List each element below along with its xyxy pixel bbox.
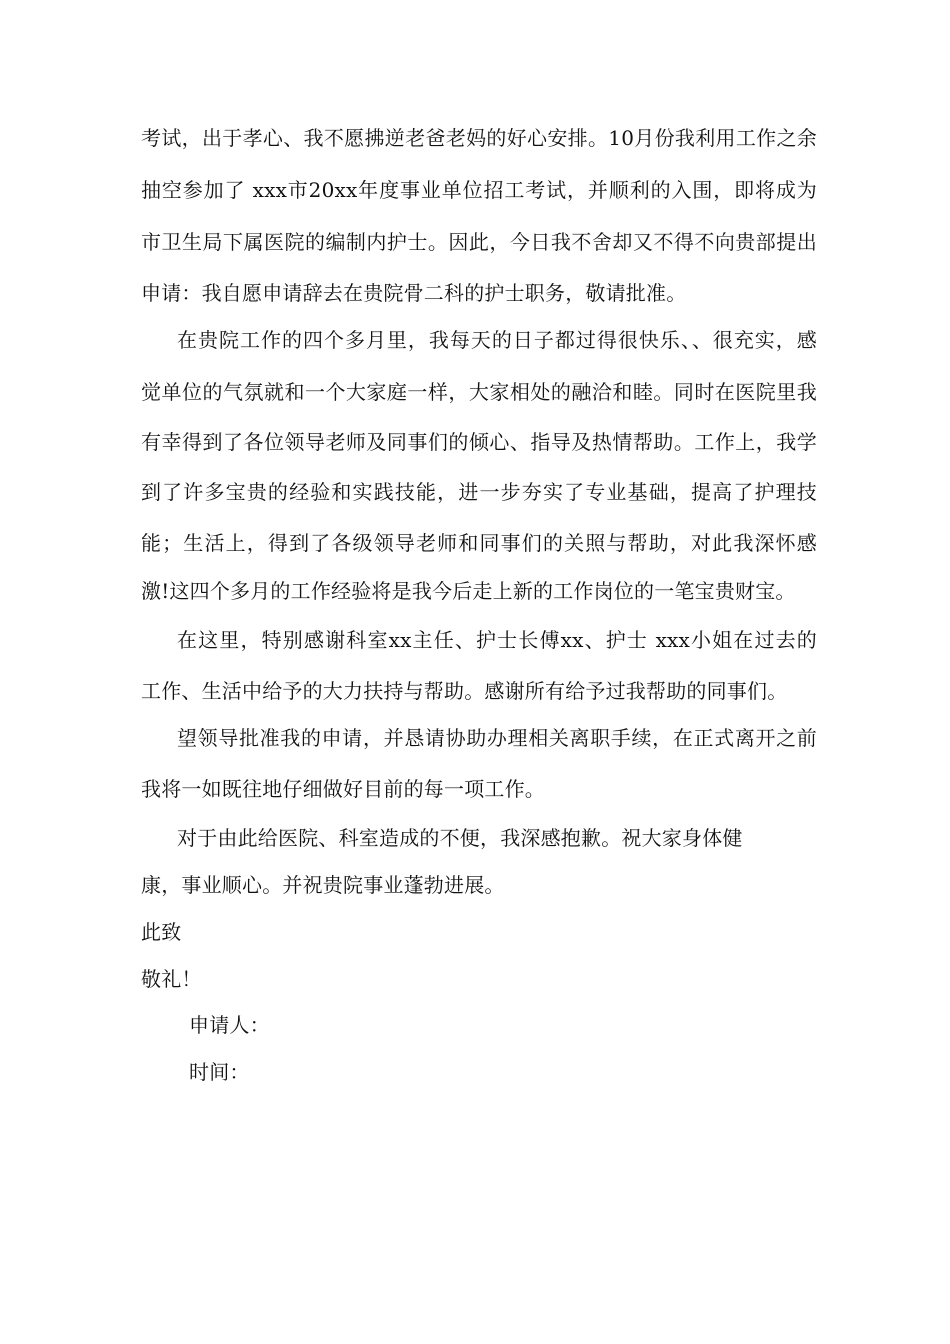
body-line: 申请：我自愿申请辞去在贵院骨二科的护士职务，敬请批准。: [141, 281, 687, 305]
body-line: 在贵院工作的四个多月里，我每天的日子都过得很快乐、、很充实，感: [177, 328, 817, 352]
body-line: 抽空参加了 xxx市20xx年度事业单位招工考试，并顺利的入围，即将成为: [141, 178, 817, 202]
body-line: 有幸得到了各位领导老师及同事们的倾心、指导及热情帮助。工作上，我学: [141, 430, 817, 454]
applicant-label: 申请人：: [189, 1013, 270, 1037]
body-line: 工作、生活中给予的大力扶持与帮助。感谢所有给予过我帮助的同事们。: [141, 679, 788, 703]
body-line: 我将一如既往地仔细做好目前的每一项工作。: [141, 777, 545, 801]
body-line: 觉单位的气氛就和一个大家庭一样，大家相处的融洽和睦。同时在医院里我: [141, 380, 817, 404]
body-line: 能；生活上，得到了各级领导老师和同事们的关照与帮助，对此我深怀感: [141, 531, 817, 555]
body-line: 在这里，特别感谢科室xx主任、护士长傅xx、护士 xxx小姐在过去的: [177, 628, 817, 652]
body-line: 考试，出于孝心、我不愿拂逆老爸老妈的好心安排。10月份我利用工作之余: [141, 126, 817, 150]
body-line: 对于由此给医院、科室造成的不便，我深感抱歉。祝大家身体健: [177, 826, 743, 850]
body-line: 康，事业顺心。并祝贵院事业蓬勃进展。: [141, 873, 505, 897]
body-line: 激!这四个多月的工作经验将是我今后走上新的工作岗位的一笔宝贵财宝。: [141, 579, 796, 603]
closing-salutation: 此致: [141, 920, 182, 944]
body-line: 市卫生局下属医院的编制内护士。因此，今日我不舍却又不得不向贵部提出: [141, 230, 817, 254]
body-line: 到了许多宝贵的经验和实践技能，进一步夯实了专业基础，提高了护理技: [141, 480, 817, 504]
date-label: 时间：: [189, 1060, 250, 1084]
closing-regards: 敬礼！: [141, 967, 202, 991]
body-line: 望领导批准我的申请，并恳请协助办理相关离职手续，在正式离开之前: [177, 726, 817, 750]
